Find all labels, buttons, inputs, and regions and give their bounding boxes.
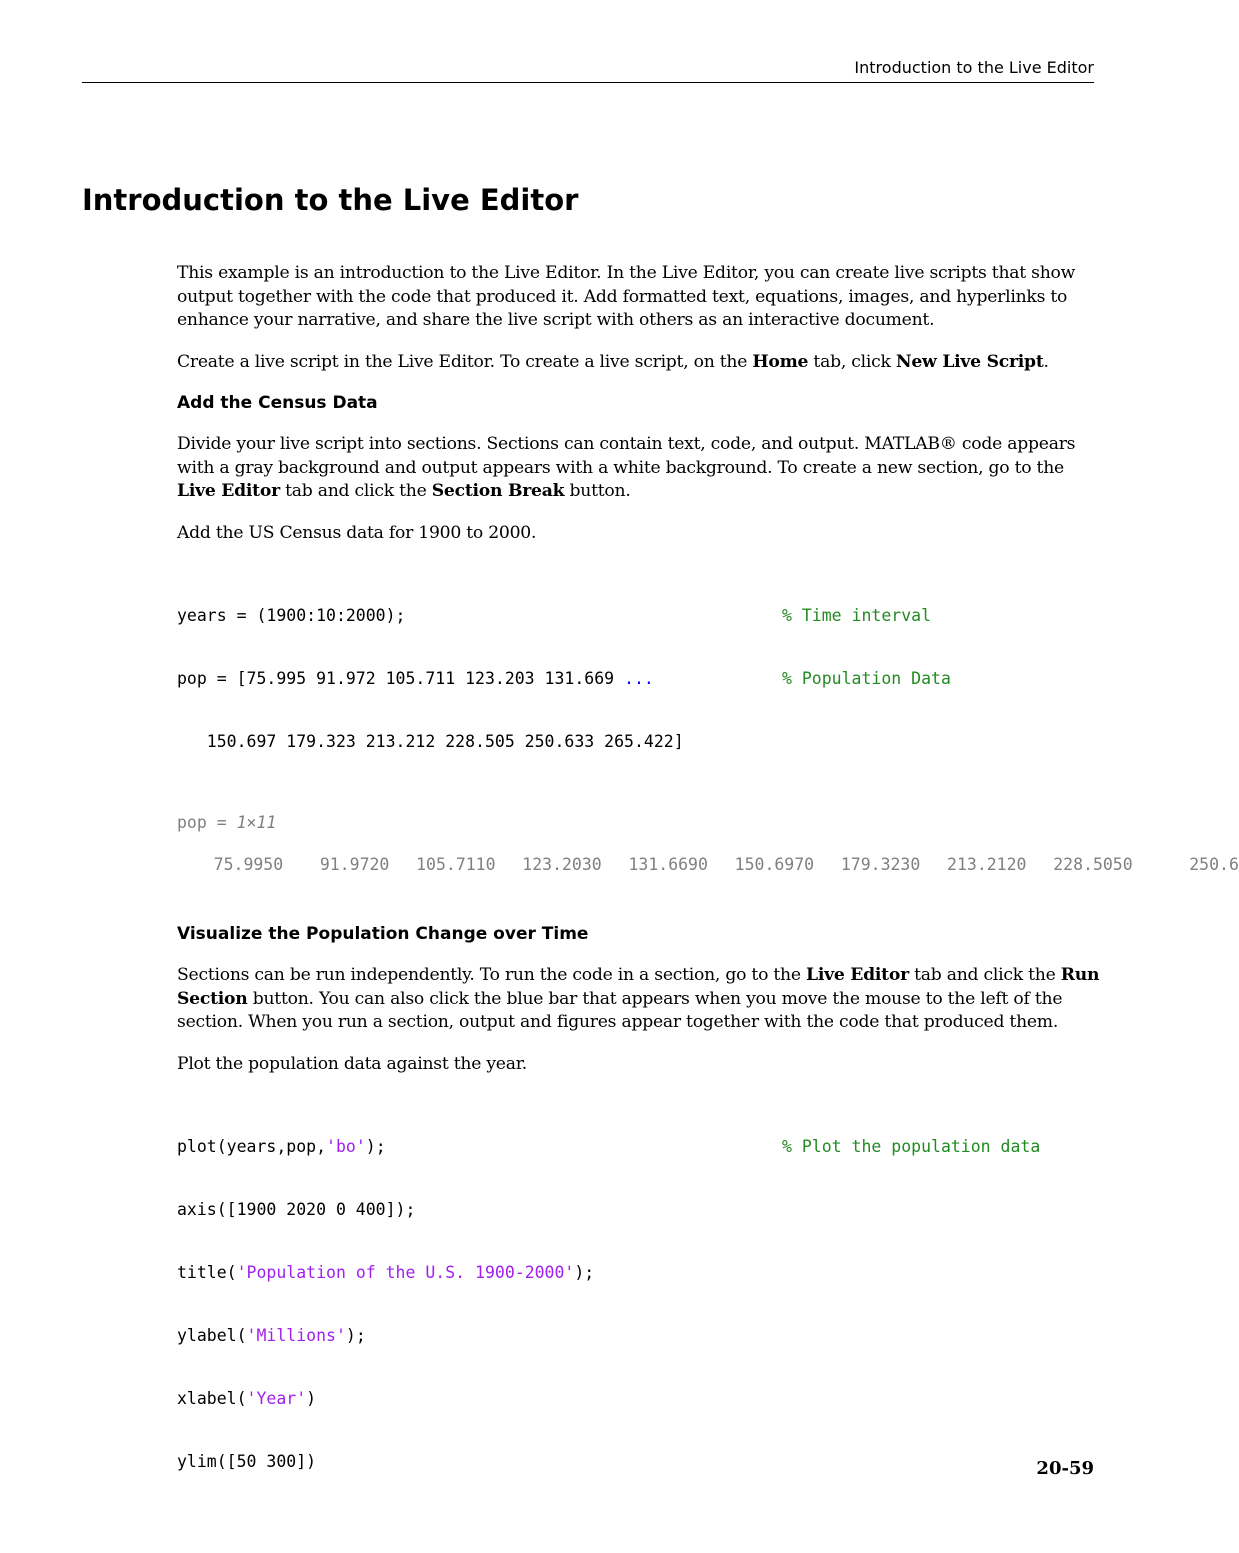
code-block-plot[interactable] bbox=[177, 1094, 1100, 1514]
text-segment: tab, click bbox=[808, 351, 896, 372]
code-string: 'Year' bbox=[246, 1389, 307, 1408]
section-break-label: Section Break bbox=[431, 481, 565, 501]
output-value: 250.6 bbox=[1189, 855, 1239, 874]
new-live-script-label: New Live Script bbox=[895, 351, 1044, 372]
code-string: 'bo' bbox=[326, 1137, 366, 1156]
code-string: 'Millions' bbox=[246, 1326, 346, 1345]
running-header-title: Introduction to the Live Editor bbox=[854, 58, 1094, 77]
code-comment: % Time interval bbox=[782, 606, 932, 625]
running-header bbox=[82, 58, 1094, 83]
intro-paragraph: This example is an introduction to the Live Editor. In the Live Editor, you can create live scripts that show output together with the code that produced it. Add formatted text, equations, images, and hyperlinks to enhance your narrative, and share the live script with others as an interactive document. bbox=[177, 263, 1076, 330]
code-text: ); bbox=[365, 1137, 386, 1156]
output-value: 228.5050 bbox=[1053, 855, 1133, 874]
section-heading-visualize: Visualize the Population Change over Time bbox=[177, 924, 589, 944]
plot-paragraph: Plot the population data against the year. bbox=[177, 1053, 527, 1074]
code-text: 150.697 179.323 213.212 228.505 250.633 265.422] bbox=[177, 732, 684, 751]
output-block-pop bbox=[177, 812, 1239, 875]
sections-paragraph bbox=[177, 433, 1100, 504]
live-editor-tab-label: Live Editor bbox=[177, 481, 280, 501]
code-text: pop = [75.995 91.972 105.711 123.203 131.669 bbox=[177, 669, 625, 688]
code-text: ) bbox=[306, 1389, 317, 1408]
home-tab-label: Home bbox=[752, 351, 809, 372]
output-variable bbox=[177, 812, 1100, 833]
text-segment: tab and click the bbox=[908, 965, 1061, 985]
text-segment: button. bbox=[564, 481, 631, 501]
code-text: ylim([50 300]) bbox=[177, 1452, 317, 1471]
code-block-census[interactable] bbox=[177, 563, 1100, 794]
text-segment: button. You can also click the blue bar that appears when you move the mouse to the left of the section. When you run a section, output and figures appear together with the code that produced them. bbox=[177, 988, 1063, 1032]
text-segment: Sections can be run independently. To run the code in a section, go to the bbox=[177, 965, 807, 985]
output-value: 91.9720 bbox=[319, 855, 390, 874]
code-text: xlabel( bbox=[177, 1389, 247, 1408]
code-line bbox=[177, 605, 1100, 626]
output-value: 179.3230 bbox=[840, 855, 921, 874]
code-line bbox=[177, 1262, 1100, 1283]
output-value: 131.6690 bbox=[628, 855, 708, 874]
page-number: 20-59 bbox=[1036, 1458, 1094, 1479]
code-text: plot(years,pop, bbox=[177, 1137, 327, 1156]
run-section-paragraph bbox=[177, 964, 1100, 1035]
live-editor-tab-label: Live Editor bbox=[806, 965, 909, 985]
run-section-label: Run Section bbox=[177, 965, 1100, 1009]
output-value: 75.9950 bbox=[213, 855, 284, 874]
code-line bbox=[177, 731, 1100, 752]
output-value: 123.2030 bbox=[522, 855, 602, 874]
create-live-script-paragraph bbox=[177, 351, 1100, 375]
section-heading-census: Add the Census Data bbox=[177, 393, 378, 413]
output-size: 1×11 bbox=[236, 813, 277, 832]
code-continuation: ... bbox=[624, 669, 654, 688]
text-segment: Create a live script in the Live Editor. To create a live script, on the bbox=[177, 351, 753, 372]
text-segment: tab and click the bbox=[279, 481, 432, 501]
code-text: years = (1900:10:2000); bbox=[177, 606, 406, 625]
code-line bbox=[177, 1136, 1100, 1157]
output-value: 213.2120 bbox=[947, 855, 1027, 874]
code-line bbox=[177, 1388, 1100, 1409]
text-segment: Divide your live script into sections. Sections can contain text, code, and output. MATLAB® code appears with a gray background and output appears with a white background. To create a new section, go to the bbox=[177, 434, 1076, 478]
code-string: 'Population of the U.S. 1900-2000' bbox=[236, 1263, 575, 1282]
code-comment: % Plot the population data bbox=[782, 1137, 1041, 1156]
main-content bbox=[177, 262, 1239, 1532]
census-data-paragraph: Add the US Census data for 1900 to 2000. bbox=[177, 522, 537, 543]
code-text: ylabel( bbox=[177, 1326, 247, 1345]
output-values bbox=[177, 854, 1239, 875]
output-value: 150.6970 bbox=[734, 855, 815, 874]
text-segment: . bbox=[1043, 351, 1049, 372]
output-value: 105.7110 bbox=[416, 855, 496, 874]
code-line bbox=[177, 668, 1100, 689]
code-line bbox=[177, 1451, 1100, 1472]
code-text: ); bbox=[574, 1263, 595, 1282]
code-text: ); bbox=[345, 1326, 366, 1345]
page-title: Introduction to the Live Editor bbox=[82, 183, 579, 217]
code-line bbox=[177, 1325, 1100, 1346]
code-line bbox=[177, 1199, 1100, 1220]
output-var-name: pop = bbox=[177, 813, 237, 832]
code-text: title( bbox=[177, 1263, 237, 1282]
code-comment: % Population Data bbox=[782, 669, 951, 688]
code-text: axis([1900 2020 0 400]); bbox=[177, 1200, 416, 1219]
